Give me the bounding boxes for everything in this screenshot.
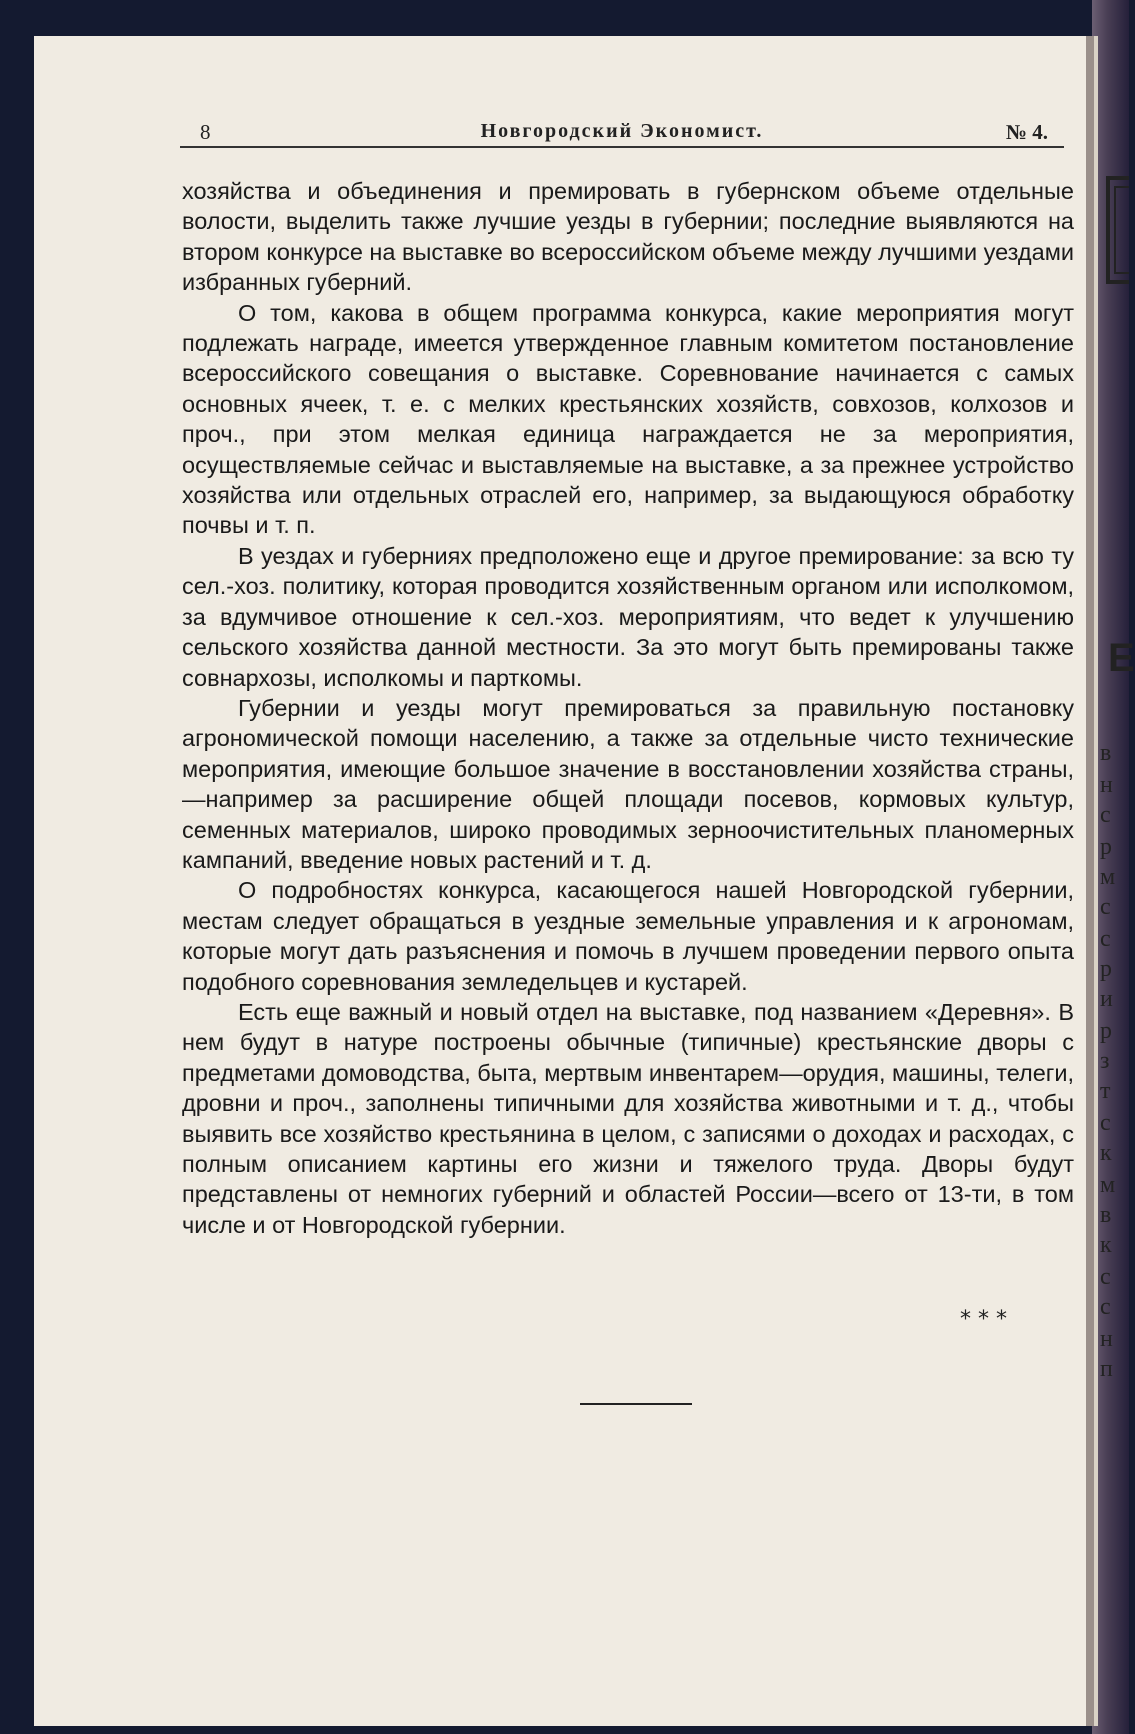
facing-page-letter: в [1100,740,1112,766]
running-header [178,120,1066,148]
facing-page-letter: и [1100,986,1113,1012]
journal-title: Новгородский Экономист. [480,120,764,142]
facing-page-letter: к [1100,1232,1112,1258]
facing-page-letter: с [1100,802,1111,828]
facing-page-letter: н [1100,772,1113,798]
facing-page-ornament-inner [1114,186,1129,274]
facing-page-letter: п [1100,1356,1113,1382]
paragraph-4: Губернии и уезды могут премироваться за правильную постановку агрономической помощи населению, а также за отдельные чисто технические мероприятия, имеющие большое значение в восстановлении хозяйства страны,—например за расширение общей площади посевов, кормовых культур, семенных материалов, широко проводимых зерноочистительных планомерных кампаний, введение новых растений и т. д. [182,694,1074,873]
paragraph-6: Есть еще важный и новый отдел на выставке, под названием «Деревня». В нем будут в натуре построены обычные (типичные) крестьянские дворы с предметами домоводства, быта, мертвым инвентарем—орудия, машины, телеги, дровни и проч., заполнены типичными для хозяйства животными и т. д., чтобы выявить все хозяйство крестьянина в целом, с записями о доходах и расходах, с полным описанием картины его жизни и тяжелого труда. Дворы будут представлены от немногих губерний и областей России—всего от 13-ти, в том числе и от Новгородской губернии. [182,998,1074,1238]
paragraph-5: О подробностях конкурса, касающегося нашей Новгородской губернии, местам следует обращаться в уездные земельные управления и к агрономам, которые могут дать разъяснения и помочь в лучшем проведении первого опыта подобного соревнования земледельцев и кустарей. [182,877,1074,995]
facing-page-letter: р [1100,956,1112,982]
facing-page-letter: с [1100,926,1111,952]
paragraph-2: О том, какова в общем программа конкурса, какие мероприятия могут подлежать награде, имеется утвержденное главным комитетом постановление всероссийского совещания о выставке. Соревнование начинается с самых основных ячеек, т. е. с мелких крестьянских хозяйств, совхозов, колхозов и проч., при этом мелкая единица награждается не за мероприятия, осуществляемые сейчас и выставляемые на выставке, а за прежнее устройство хозяйства или отдельных отраслей его, например, за выдающуюся обработку почвы и т. п. [182,299,1074,539]
facing-page-letter: з [1100,1048,1110,1074]
article-body [182,176,1074,1240]
facing-page-letter: м [1100,864,1116,890]
page-edge [1086,36,1094,1726]
facing-page-letter: н [1100,1326,1113,1352]
facing-page-letter: р [1100,834,1112,860]
facing-page-letter: р [1100,1018,1112,1044]
facing-page-letter: т [1100,1078,1111,1104]
header-rule [180,146,1064,148]
facing-page-letter: к [1100,1140,1112,1166]
paragraph-3: В уездах и губерниях предположено еще и другое премирование: за всю ту сел.-хоз. политику, которая проводится хозяйственным органом или исполкомом, за вдумчивое отношение к сел.-хоз. мероприятиям, что ведет к улучшению сельского хозяйства данной местности. За это могут быть премированы также совнархозы, исполкомы и парткомы. [182,542,1074,691]
paragraph-1: хозяйства и объединения и премировать в губернском объеме отдельные волости, выделить также лучшие уезды в губернии; последние выявляются на втором конкурсе на выставке во всероссийском объеме между лучшими уездами избранных губерний. [182,178,1074,296]
facing-page-letter: в [1100,1202,1112,1228]
closing-rule [580,1403,692,1405]
facing-page-letter: м [1100,1172,1116,1198]
facing-page-letter: с [1100,1294,1111,1320]
facing-page-letter: с [1100,894,1111,920]
facing-page-letter: с [1100,1110,1111,1136]
facing-page-letter: с [1100,1264,1111,1290]
section-separator-stars: * * * [960,1307,1007,1332]
issue-number: № 4. [1005,120,1048,144]
facing-page-initial: Е [1108,636,1135,680]
page-number: 8 [200,120,211,144]
